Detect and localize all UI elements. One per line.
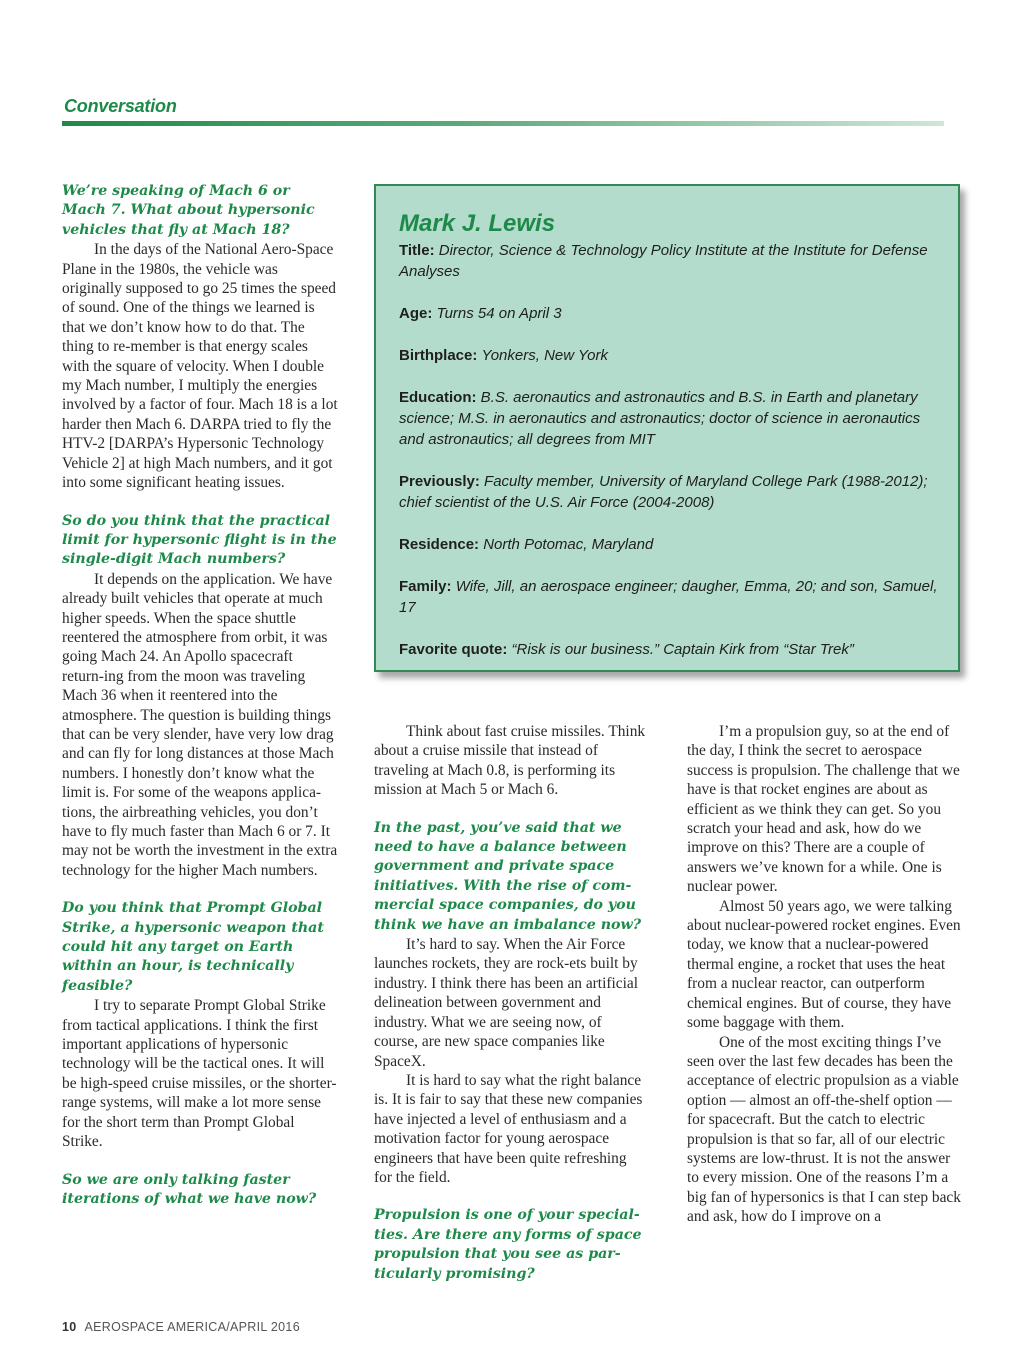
bio-birthplace: Birthplace: Yonkers, New York [399,347,608,364]
answer-paragraph: It is hard to say what the right balance is. It is fair to say that these new companies have injected a level of enthusiasm and a motivation factor for young aerospace engineers that have been quite refreshing for the field. [374,1071,643,1186]
bio-previously: Previously: Faculty member, University of Maryland College Park (1988-2012); chief scientist of the U.S. Air Force (2004-2008) [399,473,928,511]
page-number: 10 [62,1320,77,1334]
answer-paragraph: I’m a propulsion guy, so at the end of the day, I think the secret to aerospace success is propulsion. The challenge that we have is that rocket engines are about as efficient as we think they can get. So you scratch your head and ask, how do we improve on this? There are a couple of answers we’ve known for a while. One is nuclear power. [687,723,960,896]
bio-title: Title: Director, Science & Technology Policy Institute at the Institute for Defense Analyses [399,242,928,280]
answer-paragraph: One of the most exciting things I’ve seen over the last few decades has been the acceptance of electric propulsion as a viable option — almost an off-the-shelf option — for spacecraft. But the catch to electric propulsion is that so far, all of our electric systems are low-thrust. It is not the answer to every mission. One of the reasons I’m a big fan of hypersonics is that I can step back and ask, how do I improve on a [687,1033,961,1226]
publication-name: AEROSPACE AMERICA/APRIL 2016 [84,1320,300,1334]
answer-paragraph: It’s hard to say. When the Air Force launches rockets, they are rock-ets built by industry. I think there has been an artificial delineation between government and industry. What we are seeing now, of course, are new space companies like SpaceX. [374,936,638,1070]
answer-paragraph: I try to separate Prompt Global Strike from tactical applications. I think the first important applications of hypersonic technology will be the tactical ones. It will be high-speed cruise missiles, or the shorter-range systems, will make a lot more sense for the short term than Prompt Global Strike. [62,997,337,1151]
answer-paragraph: Think about fast cruise missiles. Think about a cruise missile that instead of traveling at Mach 0.8, is performing its mission at Mach 5 or Mach 6. [374,723,646,799]
question: So do you think that the practical limit for hypersonic flight is in the single-digit Mach numbers? [62,512,337,568]
page-footer [62,1320,300,1334]
bio-family: Family: Wife, Jill, an aerospace engineer; daugher, Emma, 20; and son, Samuel, 17 [399,578,938,616]
bio-age: Age: Turns 54 on April 3 [399,305,562,322]
article-column-1 [62,182,338,1209]
question: Propulsion is one of your special-ties. Are there any forms of space propulsion that you see as par-ticularly promising? [374,1207,642,1282]
bio-favorite-quote: Favorite quote: “Risk is our business.” Captain Kirk from “Star Trek” [399,641,854,658]
bio-name: Mark J. Lewis [399,210,556,237]
bio-residence: Residence: North Potomac, Maryland [399,536,654,553]
question: In the past, you’ve said that we need to have a balance between government and private space initiatives. With the rise of com-mercial space companies, do you think we have an imbalance now? [374,819,642,933]
answer-paragraph: It depends on the application. We have already built vehicles that operate at much higher speeds. When the space shuttle reentered the atmosphere from orbit, it was going Mach 24. An Apollo spacecraft return-ing from the moon was traveling Mach 36 when it reentered into the atmosphere. The question is building things that can be very slender, have very low drag and can fly for long distances at those Mach numbers. I honestly don’t know what the limit is. For some of the weapons applica-tions, the airbreathing vehicles, you don’t have to fly much faster than Mach 6 or 7. It may not be worth the investment in the extra technology for the higher Mach numbers. [62,570,338,879]
section-divider [62,121,944,126]
question: We’re speaking of Mach 6 or Mach 7. What about hypersonic vehicles that fly at Mach 18? [62,183,315,238]
article-column-3 [687,722,962,1227]
article-column-2 [374,722,646,1284]
bio-education: Education: B.S. aeronautics and astronautics and B.S. in Earth and planetary science; M.S. in aeronautics and astronautics; doctor of science in aeronautics and astronautics; all degrees from MIT [399,389,921,448]
answer-paragraph: Almost 50 years ago, we were talking about nuclear-powered rocket engines. Even today, we know that a nuclear-powered thermal engine, a rocket that uses the heat from a nuclear reactor, can outperform chemical engines. But of course, they have some baggage with them. [687,897,961,1032]
question: So we are only talking faster iterations of what we have now? [62,1171,317,1207]
question: Do you think that Prompt Global Strike, a hypersonic weapon that could hit any target on Earth within an hour, is technically feasible? [62,900,324,994]
section-title: Conversation [64,96,177,116]
bio-sidebar [374,184,960,672]
answer-paragraph: In the days of the National Aero-Space Plane in the 1980s, the vehicle was originally supposed to go 25 times the speed of sound. One of the things we learned is that we don’t know how to do that. The thing to re-member is that energy scales with the square of velocity. When I double my Mach number, I multiply the energies involved by a factor of four. Mach 18 is a lot harder then Mach 6. DARPA tried to fly the HTV-2 [DARPA’s Hypersonic Technology Vehicle 2] at high Mach numbers, and it got into some significant heating issues. [62,241,338,492]
